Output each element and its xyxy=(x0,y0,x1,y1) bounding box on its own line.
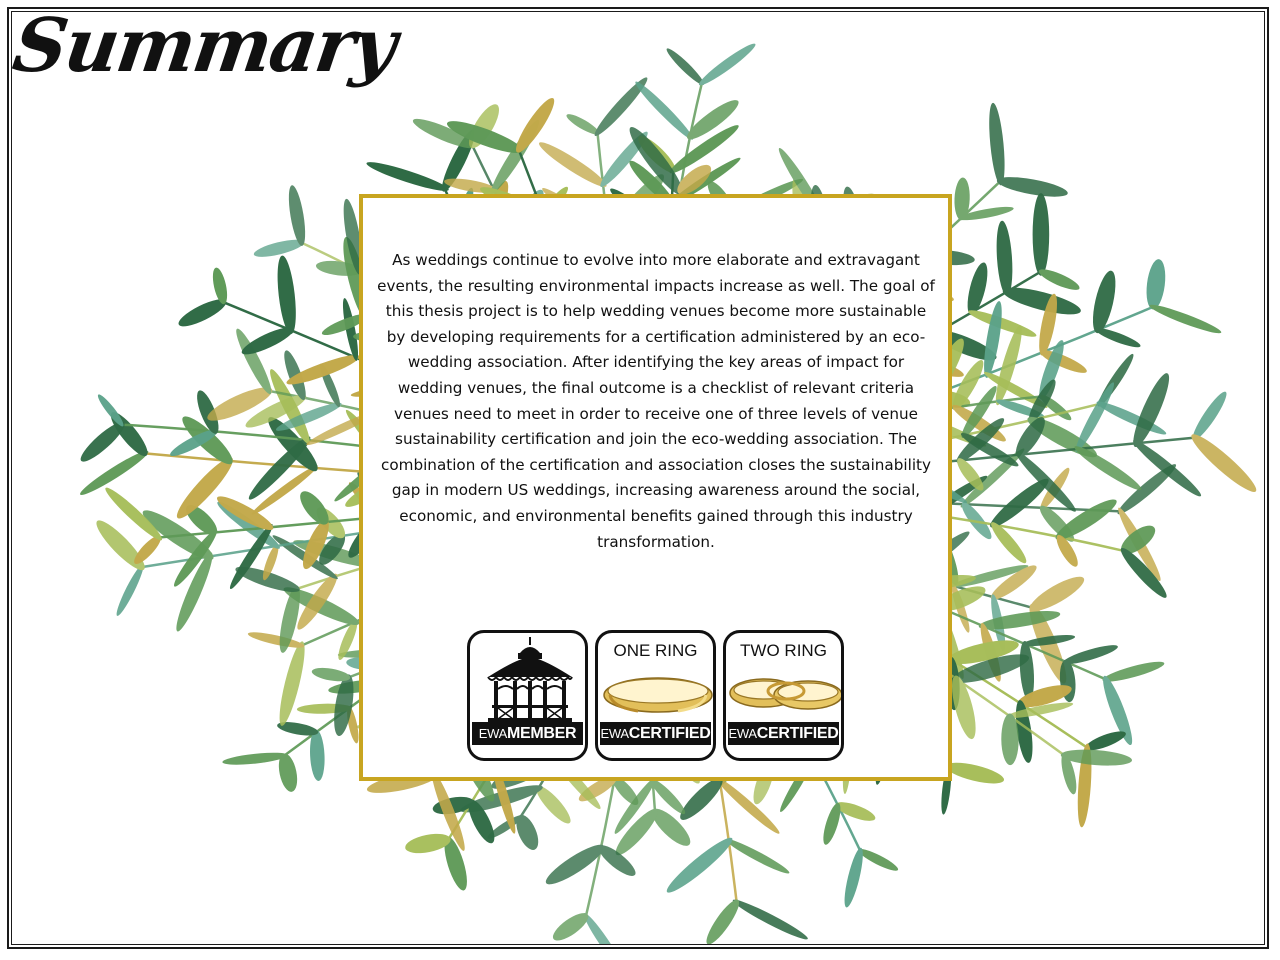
leaf xyxy=(549,908,592,945)
page-title: Summary xyxy=(8,3,400,89)
badge-label: EWACERTIFIED xyxy=(728,722,839,745)
leaf xyxy=(95,392,126,429)
badge-label: EWAMEMBER xyxy=(472,722,583,745)
leaf xyxy=(966,306,1038,340)
one-ring-certified-badge xyxy=(595,630,716,761)
leaf xyxy=(986,102,1007,186)
leaf xyxy=(210,266,230,305)
leaf xyxy=(274,255,299,335)
leaf xyxy=(1088,269,1120,335)
two-ring-certified-badge xyxy=(723,630,844,761)
leaf xyxy=(1094,325,1142,351)
leaf xyxy=(1186,429,1261,497)
summary-text: As weddings continue to evolve into more elaborate and extravagant events, the resulting environmental impacts increase as well. The goal of this thesis project is to help wedding venues become more sustainable by developing requirements for a certification administered by an eco-wedding association. After identifying the key areas of impact for wedding venues, the final outcome is a checklist of relevant criteria venues need to meet in order to receive one of three levels of venue sustainability certification and join the eco-wedding association. The combination of the certification and association closes the sustainability gap in modern US weddings, increasing awareness around the social, economic, and environmental benefits gained through this industry transformation. xyxy=(377,251,935,551)
badge-level-label: TWO RING xyxy=(740,641,827,660)
leaf xyxy=(856,846,900,875)
badge-level-label: ONE RING xyxy=(613,641,698,660)
leaf xyxy=(113,563,146,618)
leaf xyxy=(696,40,758,89)
leaf xyxy=(404,830,453,856)
leaf xyxy=(222,750,288,767)
leaf xyxy=(964,261,992,317)
leaf xyxy=(820,801,844,846)
leaf xyxy=(1037,266,1082,294)
leaf xyxy=(944,758,1006,787)
summary-card xyxy=(359,194,952,781)
leaf xyxy=(247,629,305,650)
leaf xyxy=(275,640,310,728)
leaf xyxy=(1101,658,1166,685)
leaf xyxy=(591,74,652,140)
leaf xyxy=(995,220,1015,296)
leaf xyxy=(980,300,1005,379)
leaf xyxy=(1148,301,1223,337)
leaf xyxy=(996,173,1070,201)
leaf xyxy=(1072,442,1145,494)
leaf xyxy=(365,158,451,196)
leaf xyxy=(1033,193,1050,276)
leaf xyxy=(1127,370,1174,450)
leaf xyxy=(702,896,744,948)
leaf xyxy=(1072,380,1118,455)
leaf xyxy=(841,846,867,908)
ewa-member-badge xyxy=(467,630,588,761)
badge-label: EWACERTIFIED xyxy=(600,722,711,745)
leaf xyxy=(731,896,810,944)
leaf xyxy=(1144,258,1168,310)
certification-badges xyxy=(467,630,852,764)
leaf xyxy=(662,833,736,898)
leaf xyxy=(286,184,309,247)
